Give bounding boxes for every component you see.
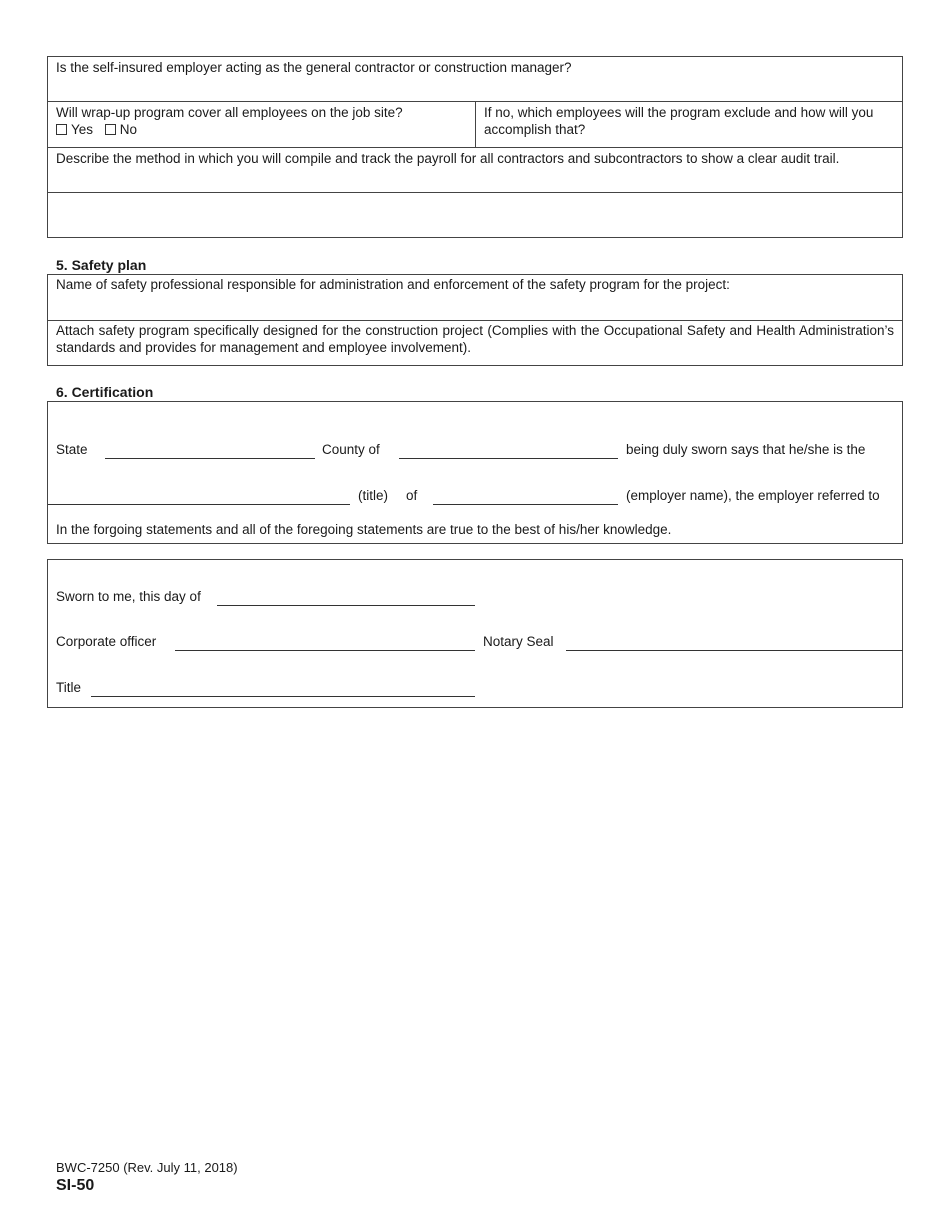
sworn-label: Sworn to me, this day of [56,589,201,604]
safety-professional-label: Name of safety professional responsible for administration and enforcement of the safety program for the project: [56,277,730,292]
certification-statement: In the forgoing statements and all of the foregoing statements are true to the best of his/her knowledge. [56,522,672,537]
employer-name-field[interactable] [433,504,618,505]
attach-safety-label: Attach safety program specifically designed for the construction project (Complies with the Occupational Safety and Health Administration’s standards and provides for management and employee involvement). [56,323,894,355]
attach-safety-program [48,320,902,358]
corporate-officer-field[interactable] [175,650,475,651]
exclude-question [476,102,902,140]
employer-name-label: (employer name), the employer referred to [626,488,880,503]
certification-heading: 6. Certification [56,384,154,400]
yes-option[interactable] [56,121,93,138]
safety-plan-heading: 5. Safety plan [56,257,147,273]
notary-title-label: Title [56,680,82,695]
notary-seal-field[interactable] [566,650,903,651]
cover-all-label: Will wrap-up program cover all employees on the job site? [56,105,403,120]
cover-all-options [56,121,467,138]
payroll-answer-field[interactable] [48,193,902,237]
yes-label: Yes [71,122,94,137]
county-label: County of [322,442,380,457]
state-label: State [56,442,88,457]
title-label: (title) [358,488,388,503]
form-revision: BWC-7250 (Rev. July 11, 2018) [56,1160,238,1175]
notary-box [47,559,903,708]
of-label: of [406,488,418,503]
no-checkbox[interactable] [105,124,116,135]
corporate-officer-label: Corporate officer [56,634,157,649]
sworn-date-field[interactable] [217,605,475,606]
payroll-question [48,148,902,169]
yes-checkbox[interactable] [56,124,67,135]
sworn-says-label: being duly sworn says that he/she is the [626,442,866,457]
no-option[interactable] [105,121,137,138]
title-field[interactable] [48,504,350,505]
general-contractor-question [48,57,902,78]
county-field[interactable] [399,458,618,459]
no-label: No [119,122,138,137]
payroll-label: Describe the method in which you will compile and track the payroll for all contractors and subcontractors to show a clear audit trail. [56,151,840,166]
notary-title-field[interactable] [91,696,475,697]
state-field[interactable] [105,458,315,459]
safety-professional-question[interactable] [48,274,902,320]
notary-seal-label: Notary Seal [483,634,554,649]
exclude-label: If no, which employees will the program exclude and how will you accomplish that? [484,105,874,137]
cover-all-question [48,102,475,140]
form-id: SI-50 [56,1177,95,1194]
general-contractor-label: Is the self-insured employer acting as the general contractor or construction manager? [56,60,572,75]
